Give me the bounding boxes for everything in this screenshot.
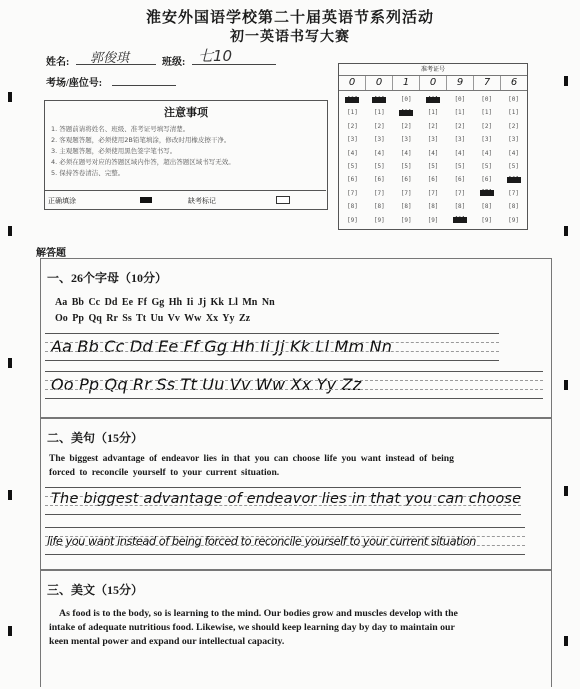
writing-line[interactable] <box>45 371 543 399</box>
answer-bubble[interactable]: [6] <box>400 176 412 184</box>
answer-bubble[interactable]: [7] <box>481 189 493 197</box>
page-title: 淮安外国语学校第二十届英语节系列活动 <box>145 10 434 26</box>
paragraph-line: As food is to the body, so is learning to the mind. Our bodies grow and muscles develop with the <box>59 608 458 619</box>
handwritten-text: life you want instead of being forced to reconcile yourself to your current situation <box>47 534 476 548</box>
answer-bubble[interactable]: [7] <box>347 189 358 197</box>
answer-bubble[interactable]: [5] <box>347 162 358 170</box>
answer-bubble[interactable]: [6] <box>481 176 493 184</box>
answer-bubble[interactable]: [9] <box>347 216 358 224</box>
paragraph-line: keen mental power and expand our intellectual capacity. <box>49 636 285 647</box>
answer-bubble[interactable]: [8] <box>400 203 412 211</box>
alignment-mark <box>8 490 12 500</box>
bubble-column <box>366 93 393 227</box>
absent-mark-box[interactable] <box>276 196 290 204</box>
name-value: 郭俊琪 <box>90 51 130 66</box>
notice-item: 2. 客观题答题，必须使用2B铅笔填涂，修改时用橡皮擦干净。 <box>51 136 231 144</box>
answer-bubble[interactable]: [9] <box>508 216 519 224</box>
answer-bubble[interactable]: [3] <box>400 136 412 144</box>
exam-digit: 7 <box>474 76 501 90</box>
answer-bubble[interactable]: [9] <box>481 216 493 224</box>
exam-number-box <box>338 63 528 230</box>
bubble-column <box>420 93 447 227</box>
answer-bubble[interactable]: [1] <box>427 109 439 117</box>
answer-bubble[interactable]: [2] <box>400 122 412 130</box>
bubble-column <box>446 93 473 227</box>
answer-bubble[interactable]: [3] <box>454 136 466 144</box>
sentence-sample-line: forced to reconcile yourself to your current situation. <box>49 467 280 478</box>
bubble-column <box>473 93 500 227</box>
answer-bubble[interactable]: [4] <box>373 149 385 157</box>
answer-bubble[interactable]: [1] <box>373 109 385 117</box>
answer-bubble[interactable]: [4] <box>508 149 519 157</box>
section-title: 三、美文（15分） <box>47 583 144 597</box>
exam-digit: 0 <box>420 76 447 90</box>
bubble-column <box>500 93 527 227</box>
answer-bubble[interactable]: [4] <box>481 149 493 157</box>
answer-bubble[interactable]: [7] <box>373 189 385 197</box>
fill-legend <box>44 190 326 209</box>
exam-digit: 6 <box>510 77 518 88</box>
answer-bubble[interactable]: [8] <box>427 203 439 211</box>
answer-bubble[interactable]: [8] <box>373 203 385 211</box>
class-label: 班级: <box>162 57 186 68</box>
answer-bubble[interactable]: [2] <box>508 122 519 130</box>
answer-bubble[interactable]: [1] <box>347 109 358 117</box>
answer-bubble[interactable]: [8] <box>347 203 358 211</box>
exam-digit: 0 <box>339 76 366 90</box>
notice-item: 1. 答题前请将姓名、班级、准考证号填写清楚。 <box>51 125 190 133</box>
answer-bubble[interactable]: [2] <box>427 122 439 130</box>
answer-bubble[interactable]: [0] <box>481 96 493 103</box>
section-title: 一、26个字母（10分） <box>47 271 168 285</box>
notice-item: 3. 主观题答题，必须使用黑色签字笔书写。 <box>51 147 177 155</box>
answer-bubble[interactable]: [2] <box>347 122 358 130</box>
answer-bubble[interactable]: [2] <box>373 122 385 130</box>
answer-bubble[interactable]: [9] <box>454 216 466 224</box>
alphabet-sample-line: Aa Bb Cc Dd Ee Ff Gg Hh Ii Jj Kk Ll Mn Nn <box>55 297 275 308</box>
absent-mark-label: 缺考标记 <box>188 197 216 205</box>
exam-number-label: 准考证号 <box>339 64 527 76</box>
section-paragraph <box>40 570 552 687</box>
answer-bubble[interactable]: [1] <box>508 109 519 117</box>
alphabet-sample-line: Oo Pp Qq Rr Ss Tt Uu Vv Ww Xx Yy Zz <box>55 313 251 324</box>
bubble-column <box>393 93 420 227</box>
answer-bubble[interactable]: [7] <box>400 189 412 197</box>
answer-bubble[interactable]: [5] <box>400 162 412 170</box>
section-title: 二、美句（15分） <box>47 431 144 445</box>
answer-bubble[interactable]: [0] <box>508 96 519 103</box>
answer-bubble[interactable]: [5] <box>454 162 466 170</box>
answer-bubble[interactable]: [8] <box>454 203 466 211</box>
answer-bubble[interactable]: [8] <box>508 203 519 211</box>
answer-bubble[interactable]: [0] <box>427 95 439 103</box>
writing-line[interactable] <box>45 333 499 361</box>
answer-bubble[interactable]: [4] <box>347 149 358 157</box>
answer-bubble[interactable]: [4] <box>400 149 412 157</box>
answer-bubble[interactable]: [7] <box>427 189 439 197</box>
section-alphabet <box>40 258 552 418</box>
class-value: 七10 <box>198 47 233 65</box>
answer-bubble[interactable]: [7] <box>454 189 466 197</box>
answer-bubble[interactable]: [2] <box>454 122 466 130</box>
notice-title: 注意事项 <box>164 107 208 119</box>
answer-bubble[interactable]: [8] <box>481 203 493 211</box>
answer-bubble[interactable]: [5] <box>508 162 519 170</box>
section-sentence <box>40 418 552 570</box>
exam-digit: 0 <box>366 76 393 90</box>
bubble-grid <box>339 91 527 227</box>
sentence-sample-line: The biggest advantage of endeavor lies in that you can choose life you want instead of being <box>49 453 454 464</box>
answer-bubble[interactable]: [7] <box>508 189 519 197</box>
writing-line[interactable] <box>45 487 521 515</box>
answer-bubble[interactable]: [6] <box>454 176 466 184</box>
name-label: 姓名: <box>46 57 70 68</box>
answer-bubble[interactable]: [1] <box>454 109 466 117</box>
answer-bubble[interactable]: [6] <box>508 176 519 184</box>
answer-bubble[interactable]: [1] <box>481 109 493 117</box>
correct-fill-label: 正确填涂 <box>48 197 76 205</box>
page-subtitle: 初一英语书写大赛 <box>230 30 350 45</box>
exam-digit: 1 <box>393 76 420 90</box>
answer-bubble[interactable]: [3] <box>347 136 358 144</box>
exam-number-digits <box>339 76 527 91</box>
answer-bubble[interactable]: [4] <box>427 149 439 157</box>
alignment-mark <box>564 636 568 646</box>
answer-bubble[interactable]: [3] <box>373 136 385 144</box>
handwritten-text: Aa Bb Cc Dd Ee Ff Gg Hh Ii Jj Kk Ll Mm Nn <box>51 337 393 356</box>
handwritten-text: Oo Pp Qq Rr Ss Tt Uu Vv Ww Xx Yy Zz <box>51 375 362 394</box>
alignment-mark <box>564 226 568 236</box>
writing-line[interactable] <box>45 527 525 555</box>
answer-bubble[interactable]: [3] <box>508 136 519 144</box>
answer-bubble[interactable]: [1] <box>400 109 412 117</box>
alignment-mark <box>564 76 568 86</box>
notice-item: 5. 保持答卷清洁、完整。 <box>51 169 125 177</box>
answer-bubble[interactable]: [3] <box>481 136 493 144</box>
answer-bubble[interactable]: [9] <box>373 216 385 224</box>
answer-bubble[interactable]: [0] <box>454 96 466 103</box>
answer-bubble[interactable]: [5] <box>373 162 385 170</box>
notice-list <box>51 124 327 179</box>
exam-digit: 9 <box>447 76 474 90</box>
alignment-mark <box>8 92 12 102</box>
room-seat-label: 考场/座位号: <box>46 78 103 89</box>
answer-bubble[interactable]: [3] <box>427 136 439 144</box>
answer-bubble[interactable]: [5] <box>481 162 493 170</box>
answer-bubble[interactable]: [0] <box>347 95 358 103</box>
alignment-mark <box>8 226 12 236</box>
handwritten-text: The biggest advantage of endeavor lies in that you can choose <box>51 491 522 507</box>
paragraph-line: intake of adequate nutritious food. Likewise, we should keep learning day by day to maintain our <box>49 622 455 633</box>
correct-fill-sample <box>140 197 152 203</box>
answer-bubble[interactable]: [5] <box>427 162 439 170</box>
room-seat-field[interactable] <box>112 71 176 86</box>
answer-bubble[interactable]: [6] <box>373 176 385 184</box>
answer-bubble[interactable]: [9] <box>400 216 412 224</box>
answer-bubble[interactable]: [0] <box>400 96 412 103</box>
answer-section-label: 解答题 <box>36 248 66 259</box>
alignment-mark <box>564 380 568 390</box>
answer-bubble[interactable]: [4] <box>454 149 466 157</box>
alignment-mark <box>8 626 12 636</box>
alignment-mark <box>8 358 12 368</box>
answer-bubble[interactable]: [6] <box>347 176 358 184</box>
answer-bubble[interactable]: [0] <box>373 95 385 103</box>
bubble-column <box>339 93 366 227</box>
answer-bubble[interactable]: [9] <box>427 216 439 224</box>
answer-bubble[interactable]: [2] <box>481 122 493 130</box>
alignment-mark <box>564 486 568 496</box>
notice-item: 4. 必须在题号对应的答题区域内作答，超出答题区域书写无效。 <box>51 158 235 166</box>
answer-bubble[interactable]: [6] <box>427 176 439 184</box>
